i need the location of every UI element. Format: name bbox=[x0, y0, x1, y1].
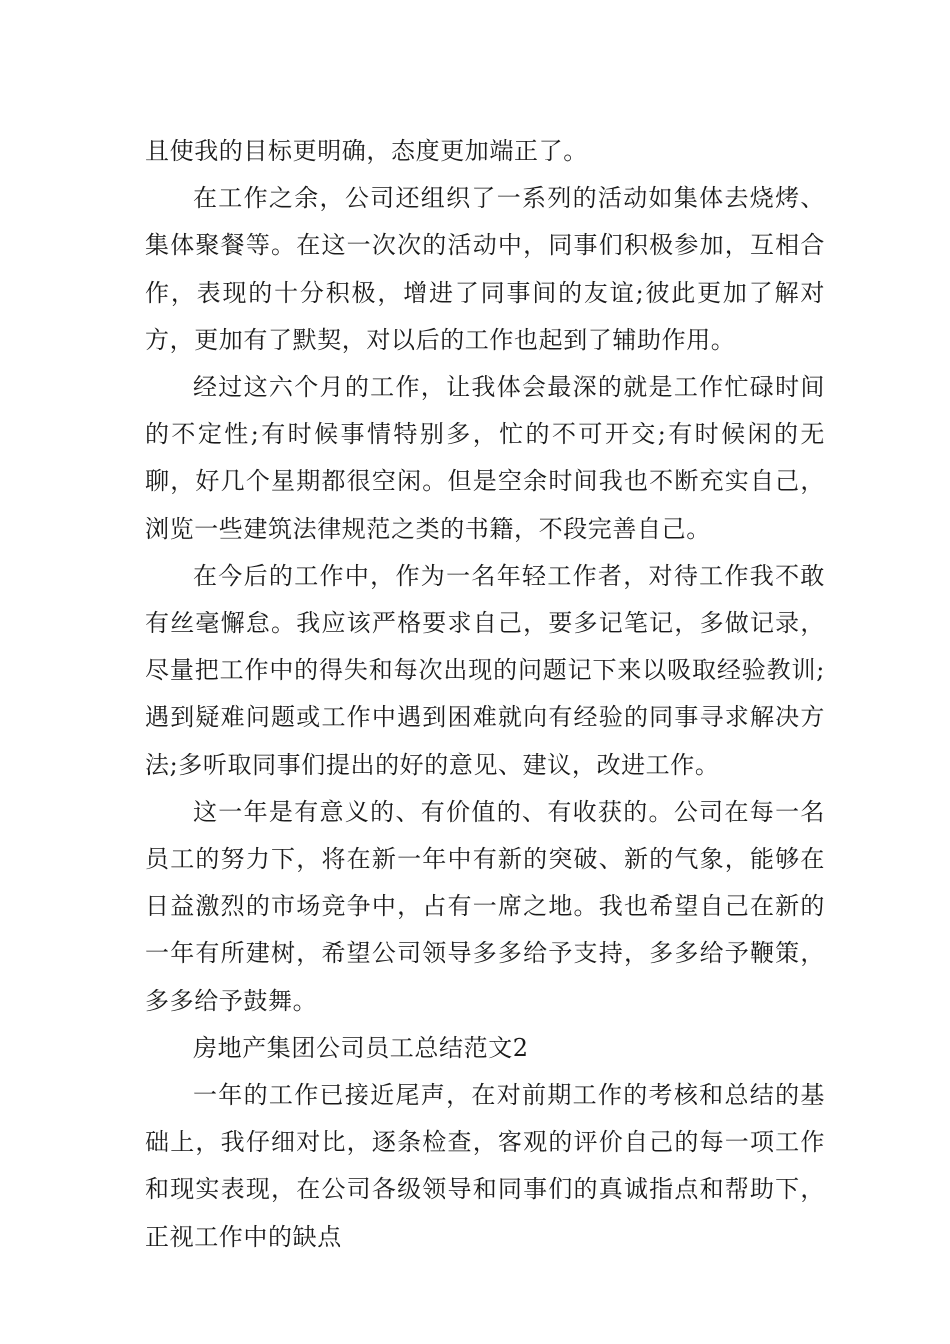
paragraph-future-work: 在今后的工作中，作为一名年轻工作者，对待工作我不敢有丝毫懈怠。我应该严格要求自己，要多记笔记，多做记录，尽量把工作中的得失和每次出现的问题记下来以吸取经验教训;遇到疑难问题或工作中遇到困难就向有经验的同事寻求解决方法;多听取同事们提出的好的意见、建议，改进工作。 bbox=[145, 561, 825, 779]
paragraph-activities: 在工作之余，公司还组织了一系列的活动如集体去烧烤、集体聚餐等。在这一次次的活动中，同事们积极参加，互相合作，表现的十分积极，增进了同事间的友谊;彼此更加了解对方，更加有了默契，对以后的工作也起到了辅助作用。 bbox=[145, 184, 825, 354]
paragraph-continuation: 且使我的目标更明确，态度更加端正了。 bbox=[145, 137, 588, 165]
section-heading: 房地产集团公司员工总结范文2 bbox=[193, 1033, 529, 1062]
paragraph-year-end: 一年的工作已接近尾声，在对前期工作的考核和总结的基础上，我仔细对比，逐条检查，客观的评价自己的每一项工作和现实表现，在公司各级领导和同事们的真诚指点和帮助下，正视工作中的缺点 bbox=[145, 1081, 825, 1251]
paragraph-six-months: 经过这六个月的工作，让我体会最深的就是工作忙碌时间的不定性;有时候事情特别多，忙的不可开交;有时候闲的无聊，好几个星期都很空闲。但是空余时间我也不断充实自己，浏览一些建筑法律规范之类的书籍，不段完善自己。 bbox=[145, 373, 825, 543]
paragraph-year-summary: 这一年是有意义的、有价值的、有收获的。公司在每一名员工的努力下，将在新一年中有新的突破、新的气象，能够在日益激烈的市场竞争中，占有一席之地。我也希望自己在新的一年有所建树，希望公司领导多多给予支持，多多给予鞭策，多多给予鼓舞。 bbox=[145, 797, 825, 1015]
document-body bbox=[145, 128, 825, 1261]
